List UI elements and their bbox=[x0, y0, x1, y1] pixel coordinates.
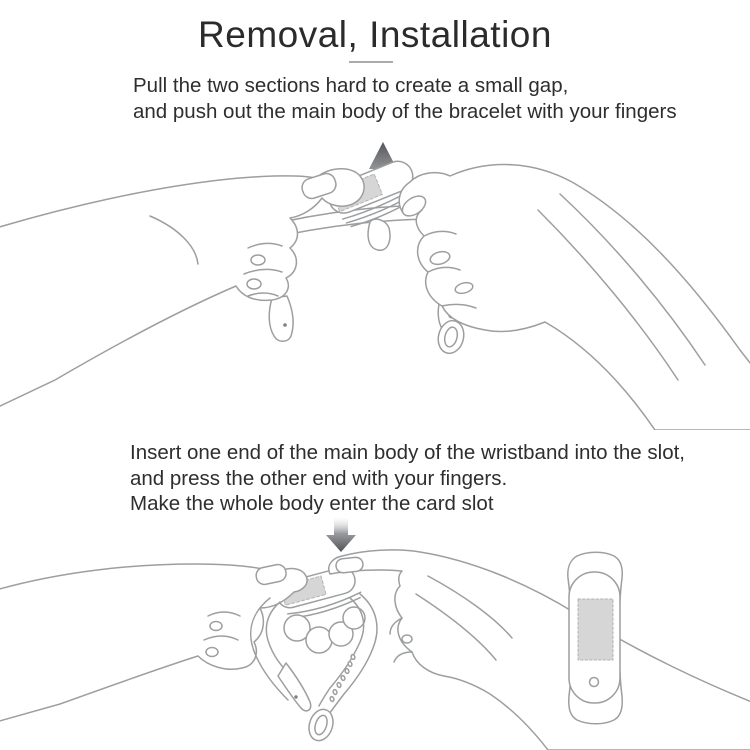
band-clasp-tab bbox=[368, 219, 390, 250]
strap-pin-dot bbox=[283, 323, 287, 327]
removal-instruction-line: and push out the main body of the bracelet with your fingers bbox=[133, 99, 677, 123]
installation-illustration bbox=[0, 518, 750, 750]
installation-instructions bbox=[130, 440, 685, 517]
installation-instruction-line: and press the other end with your fingers. bbox=[130, 466, 508, 490]
finger-nail bbox=[247, 279, 261, 289]
right-hand bbox=[329, 550, 750, 750]
finger-through-loop bbox=[306, 627, 332, 653]
finger-nail bbox=[251, 255, 265, 265]
removal-illustration bbox=[0, 130, 750, 430]
strap-pin-dot bbox=[294, 695, 297, 698]
finger-through-loop bbox=[343, 607, 365, 629]
left-hand bbox=[0, 169, 364, 408]
tracker-screen bbox=[578, 599, 613, 660]
strap-end-left bbox=[269, 296, 293, 341]
installation-instruction-line: Insert one end of the main body of the wristband into the slot, bbox=[130, 441, 685, 464]
left-hand bbox=[0, 564, 307, 722]
right-hand bbox=[399, 165, 750, 430]
finger-nail bbox=[206, 648, 218, 657]
wristband-front-view bbox=[568, 552, 622, 724]
removal-instruction-line: Pull the two sections hard to create a small gap, bbox=[133, 74, 569, 97]
strap-holes bbox=[329, 654, 355, 702]
removal-instructions bbox=[133, 73, 677, 124]
finger-nail bbox=[335, 557, 363, 574]
touch-button bbox=[590, 678, 599, 687]
page-title: Removal, Installation bbox=[198, 14, 552, 55]
installation-instruction-line: Make the whole body enter the card slot bbox=[130, 492, 494, 515]
finger-nail bbox=[402, 635, 412, 643]
finger-nail bbox=[210, 622, 222, 631]
title-divider bbox=[349, 61, 393, 63]
down-arrow-icon bbox=[326, 518, 356, 552]
strap-end-left bbox=[278, 663, 311, 711]
